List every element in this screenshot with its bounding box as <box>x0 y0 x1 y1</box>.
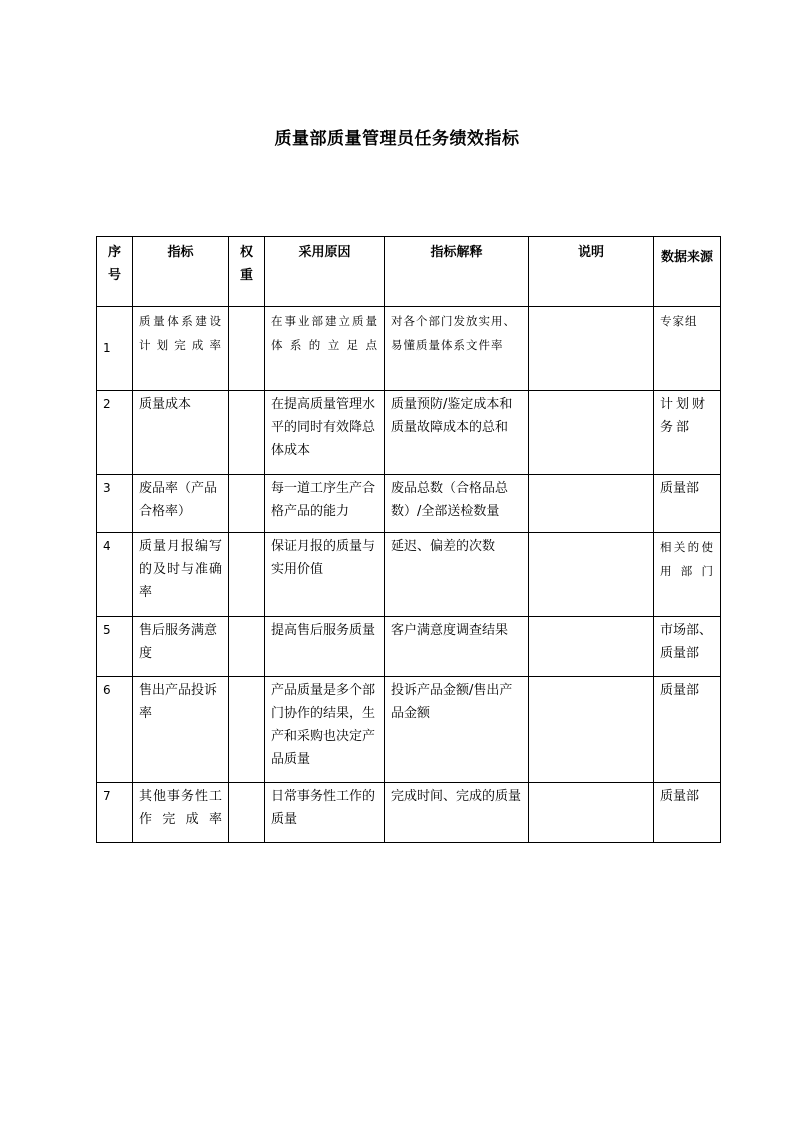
row-indicator: 废品率（产品合格率） <box>133 475 229 533</box>
header-source: 数据来源 <box>654 237 721 307</box>
row-note <box>529 677 654 783</box>
row-note <box>529 307 654 391</box>
table-row <box>97 533 721 617</box>
row-weight <box>229 475 265 533</box>
page-title: 质量部质量管理员任务绩效指标 <box>274 129 520 149</box>
row-source: 相关的使用部门 <box>654 533 721 617</box>
row-indicator: 质量成本 <box>133 391 229 475</box>
row-no: 5 <box>97 617 133 677</box>
table-row <box>97 475 721 533</box>
row-indicator: 售后服务满意度 <box>133 617 229 677</box>
kpi-table <box>96 236 721 843</box>
row-explanation: 对各个部门发放实用、易懂质量体系文件率 <box>385 307 529 391</box>
row-indicator: 其他事务性工作完成率 <box>133 783 229 843</box>
row-note <box>529 617 654 677</box>
row-reason: 在事业部建立质量体系的立足点 <box>265 307 385 391</box>
row-explanation: 客户满意度调查结果 <box>385 617 529 677</box>
row-no: 2 <box>97 391 133 475</box>
row-reason: 每一道工序生产合格产品的能力 <box>265 475 385 533</box>
row-reason: 日常事务性工作的质量 <box>265 783 385 843</box>
table-row <box>97 307 721 391</box>
header-explanation: 指标解释 <box>385 237 529 307</box>
table-header-row <box>97 237 721 307</box>
row-reason: 提高售后服务质量 <box>265 617 385 677</box>
header-no: 序号 <box>97 237 133 307</box>
row-source: 质量部 <box>654 783 721 843</box>
row-note <box>529 783 654 843</box>
row-weight <box>229 307 265 391</box>
row-no: 4 <box>97 533 133 617</box>
row-no: 1 <box>97 307 133 391</box>
row-indicator: 售出产品投诉率 <box>133 677 229 783</box>
header-note: 说明 <box>529 237 654 307</box>
row-source: 质量部 <box>654 677 721 783</box>
header-reason: 采用原因 <box>265 237 385 307</box>
row-indicator: 质量月报编写的及时与准确率 <box>133 533 229 617</box>
row-source: 质量部 <box>654 475 721 533</box>
header-indicator: 指标 <box>133 237 229 307</box>
row-weight <box>229 391 265 475</box>
row-weight <box>229 783 265 843</box>
row-indicator: 质量体系建设计划完成率 <box>133 307 229 391</box>
row-reason: 在提高质量管理水平的同时有效降总体成本 <box>265 391 385 475</box>
header-weight: 权重 <box>229 237 265 307</box>
row-source: 市场部、质量部 <box>654 617 721 677</box>
row-reason: 保证月报的质量与实用价值 <box>265 533 385 617</box>
row-explanation: 延迟、偏差的次数 <box>385 533 529 617</box>
table-row <box>97 617 721 677</box>
table-row <box>97 391 721 475</box>
table-row <box>97 783 721 843</box>
row-no: 3 <box>97 475 133 533</box>
row-no: 7 <box>97 783 133 843</box>
row-weight <box>229 617 265 677</box>
row-explanation: 投诉产品金额/售出产品金额 <box>385 677 529 783</box>
row-weight <box>229 533 265 617</box>
row-explanation: 完成时间、完成的质量 <box>385 783 529 843</box>
row-explanation: 质量预防/鉴定成本和质量故障成本的总和 <box>385 391 529 475</box>
row-note <box>529 391 654 475</box>
row-source: 专家组 <box>654 307 721 391</box>
row-source: 计划财务部 <box>654 391 721 475</box>
row-no: 6 <box>97 677 133 783</box>
row-explanation: 废品总数（合格品总数）/全部送检数量 <box>385 475 529 533</box>
table-row <box>97 677 721 783</box>
row-note <box>529 533 654 617</box>
row-weight <box>229 677 265 783</box>
row-reason: 产品质量是多个部门协作的结果，生产和采购也决定产品质量 <box>265 677 385 783</box>
row-note <box>529 475 654 533</box>
